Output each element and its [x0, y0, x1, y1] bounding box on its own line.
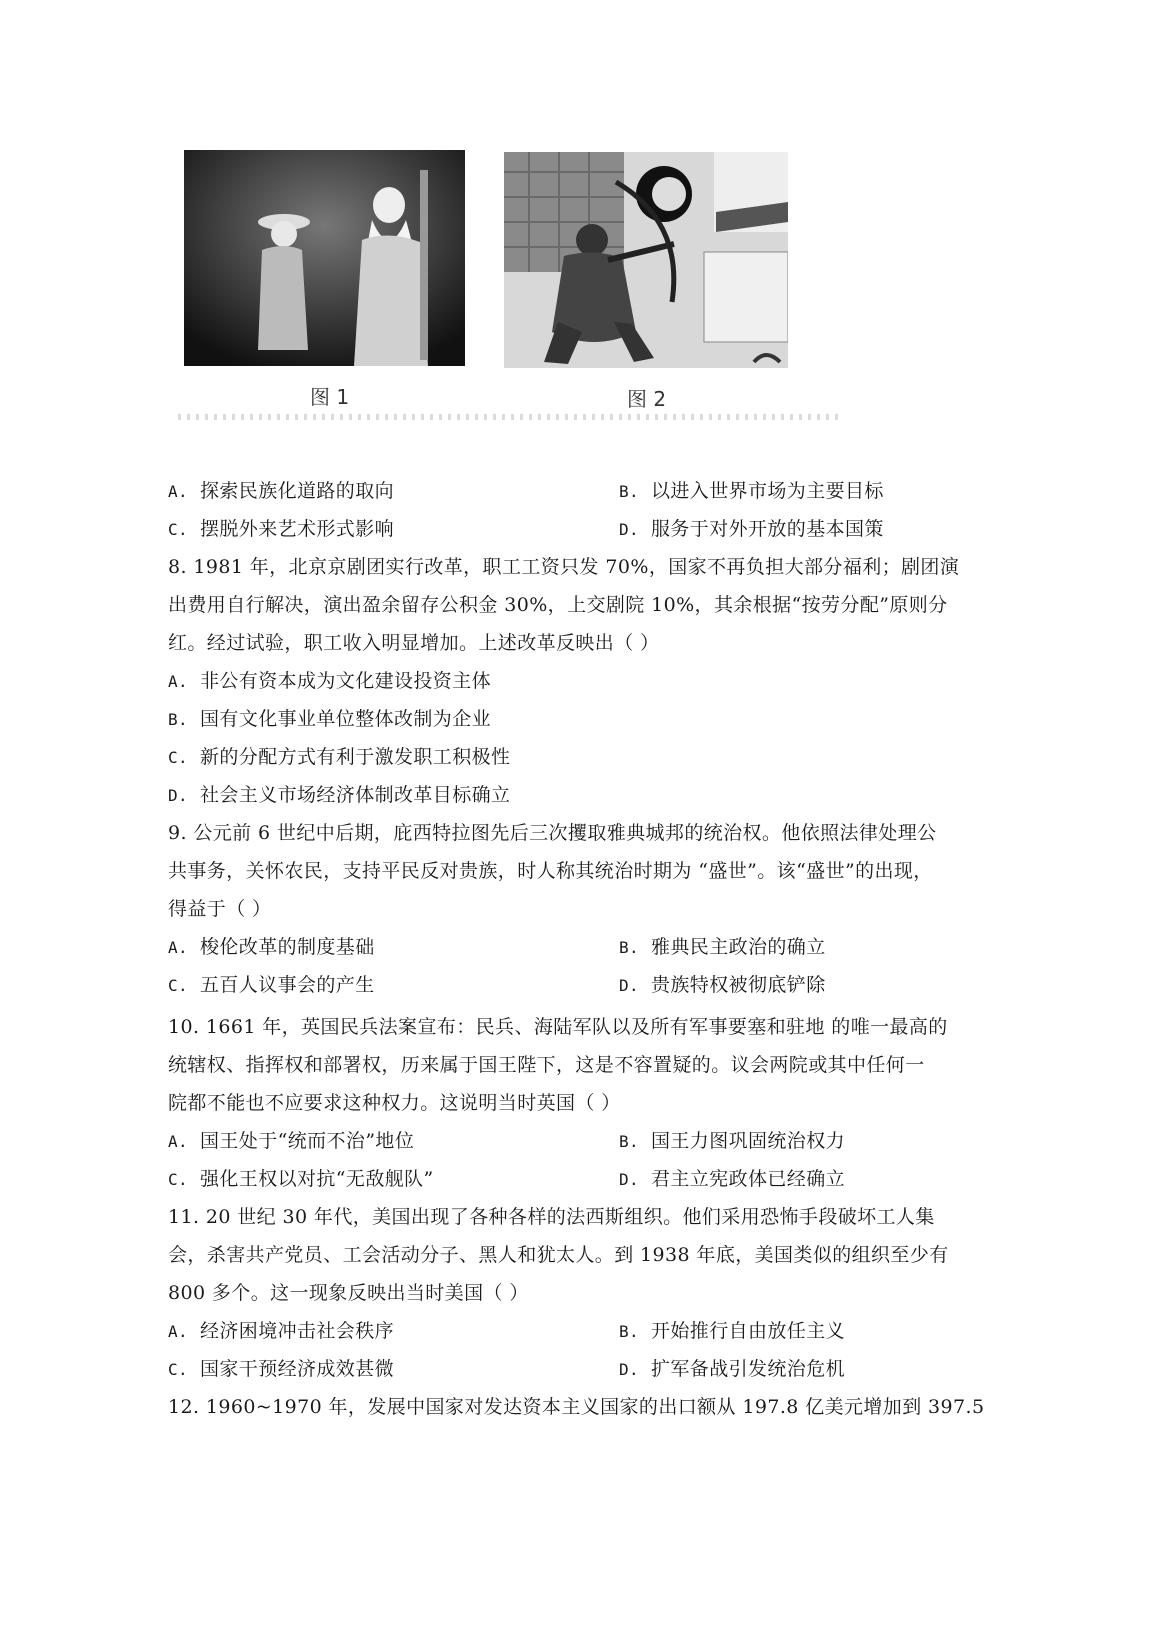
q10-stem-line: 10. 1661 年，英国民兵法案宣布：民兵、海陆军队以及所有军事要塞和驻地 的唯一最高的 [168, 1016, 948, 1038]
figure-1-image [184, 150, 465, 366]
figure-2-caption: 图 2 [627, 387, 667, 411]
q9-stem-line: 共事务，关怀农民，支持平民反对贵族，时人称其统治时期为 “盛世”。该“盛世”的出现， [168, 860, 933, 882]
q7-option-b: B. 以进入世界市场为主要目标 [619, 480, 884, 502]
q10-option-d: D. 君主立宪政体已经确立 [619, 1168, 846, 1190]
scan-artifact [178, 414, 838, 420]
q10-stem-line: 院都不能也不应要求这种权力。这说明当时英国（ ） [168, 1092, 621, 1114]
q8-option-c: C. 新的分配方式有利于激发职工积极性 [168, 746, 511, 768]
figure-2-image [504, 152, 788, 368]
q10-stem-line: 统辖权、指挥权和部署权，历来属于国王陛下，这是不容置疑的。议会两院或其中任何一 [168, 1054, 925, 1076]
q10-option-a: A. 国王处于“统而不治”地位 [168, 1130, 415, 1152]
q11-stem-line: 800 多个。这一现象反映出当时美国（ ） [168, 1282, 529, 1304]
q11-option-c: C. 国家干预经济成效甚微 [168, 1358, 395, 1380]
q7-option-c: C. 摆脱外来艺术形式影响 [168, 518, 395, 540]
q9-option-b: B. 雅典民主政治的确立 [619, 936, 826, 958]
q8-option-d: D. 社会主义市场经济体制改革目标确立 [168, 784, 511, 806]
q9-stem-line: 得益于（ ） [168, 898, 272, 920]
q8-option-b: B. 国有文化事业单位整体改制为企业 [168, 708, 492, 730]
q8-stem-line: 出费用自行解决，演出盈余留存公积金 30%，上交剧院 10%，其余根据“按劳分配”原则分 [168, 594, 948, 616]
q11-option-d: D. 扩军备战引发统治危机 [619, 1358, 846, 1380]
q9-option-d: D. 贵族特权被彻底铲除 [619, 974, 826, 996]
q9-option-a: A. 梭伦改革的制度基础 [168, 936, 375, 958]
figure-1-caption: 图 1 [310, 385, 350, 409]
q8-stem-line: 8. 1981 年，北京京剧团实行改革，职工工资只发 70%，国家不再负担大部分福利；剧团演 [168, 556, 960, 578]
q11-option-a: A. 经济困境冲击社会秩序 [168, 1320, 395, 1342]
q7-option-d: D. 服务于对外开放的基本国策 [619, 518, 884, 540]
q10-option-c: C. 强化王权以对抗“无敌舰队” [168, 1168, 434, 1190]
film-still-icon [184, 150, 465, 366]
q11-stem-line: 会，杀害共产党员、工会活动分子、黑人和犹太人。到 1938 年底，美国类似的组织至少有 [168, 1244, 949, 1266]
q8-option-a: A. 非公有资本成为文化建设投资主体 [168, 670, 492, 692]
animation-archer-icon [504, 152, 788, 368]
q9-option-c: C. 五百人议事会的产生 [168, 974, 375, 996]
q12-stem-line: 12. 1960~1970 年，发展中国家对发达资本主义国家的出口额从 197.8 亿美元增加到 397.5 [168, 1396, 985, 1418]
q7-option-a: A. 探索民族化道路的取向 [168, 480, 395, 502]
q11-option-b: B. 开始推行自由放任主义 [619, 1320, 846, 1342]
q11-stem-line: 11. 20 世纪 30 年代，美国出现了各种各样的法西斯组织。他们采用恐怖手段破坏工人集 [168, 1206, 935, 1228]
q9-stem-line: 9. 公元前 6 世纪中后期，庇西特拉图先后三次攫取雅典城邦的统治权。他依照法律处理公 [168, 822, 937, 844]
q10-option-b: B. 国王力图巩固统治权力 [619, 1130, 846, 1152]
q8-stem-line: 红。经过试验，职工收入明显增加。上述改革反映出（ ） [168, 632, 660, 654]
